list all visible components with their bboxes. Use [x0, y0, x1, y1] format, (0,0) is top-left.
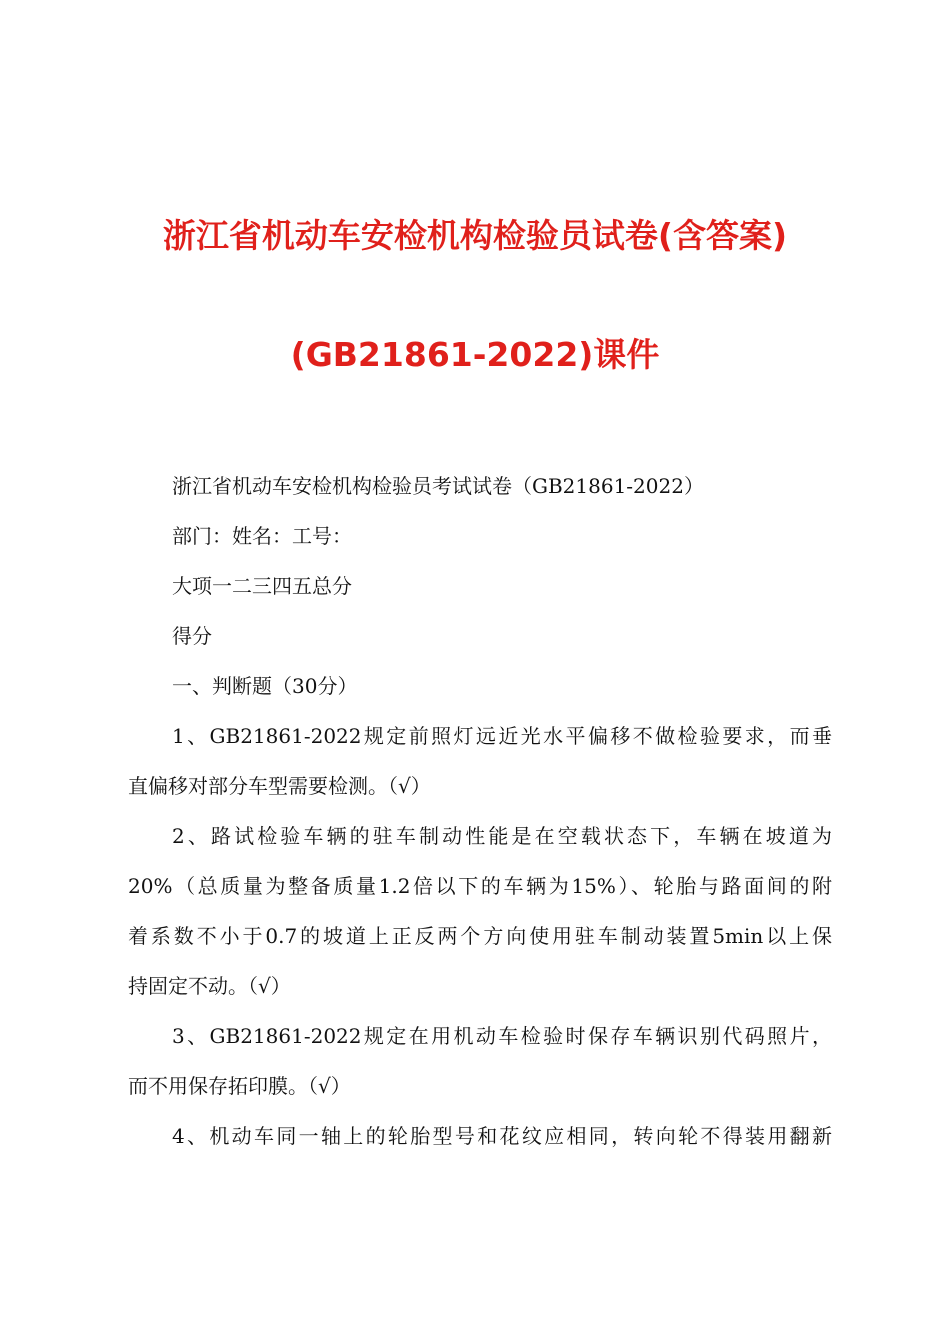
question-1-line-1: 1、GB21861-2022规定前照灯远近光水平偏移不做检验要求，而垂 — [172, 724, 832, 748]
question-2-line-3: 着系数不小于0.7的坡道上正反两个方向使用驻车制动装置5min以上保 — [128, 924, 832, 948]
question-2-line-2: 20%（总质量为整备质量1.2倍以下的车辆为15%）、轮胎与路面间的附 — [128, 874, 832, 898]
info-fields: 部门：姓名：工号： — [172, 524, 352, 548]
section-heading: 一、判断题（30分） — [172, 674, 358, 698]
document-title-line-2: (GB21861-2022)课件 — [290, 335, 660, 374]
question-4-line-1: 4、机动车同一轴上的轮胎型号和花纹应相同，转向轮不得装用翻新 — [172, 1124, 832, 1148]
document-title-line-1: 浙江省机动车安检机构检验员试卷(含答案) — [162, 216, 788, 255]
question-2-line-4: 持固定不动。（√） — [128, 974, 291, 998]
score-table-header: 大项一二三四五总分 — [172, 574, 352, 598]
question-3-line-1: 3、GB21861-2022规定在用机动车检验时保存车辆识别代码照片， — [172, 1024, 832, 1048]
exam-header: 浙江省机动车安检机构检验员考试试卷（GB21861-2022） — [172, 474, 704, 498]
question-1-line-2: 直偏移对部分车型需要检测。（√） — [128, 774, 431, 798]
question-3-line-2: 而不用保存拓印膜。（√） — [128, 1074, 351, 1098]
question-2-line-1: 2、路试检验车辆的驻车制动性能是在空载状态下，车辆在坡道为 — [172, 824, 832, 848]
score-row-label: 得分 — [172, 624, 212, 648]
